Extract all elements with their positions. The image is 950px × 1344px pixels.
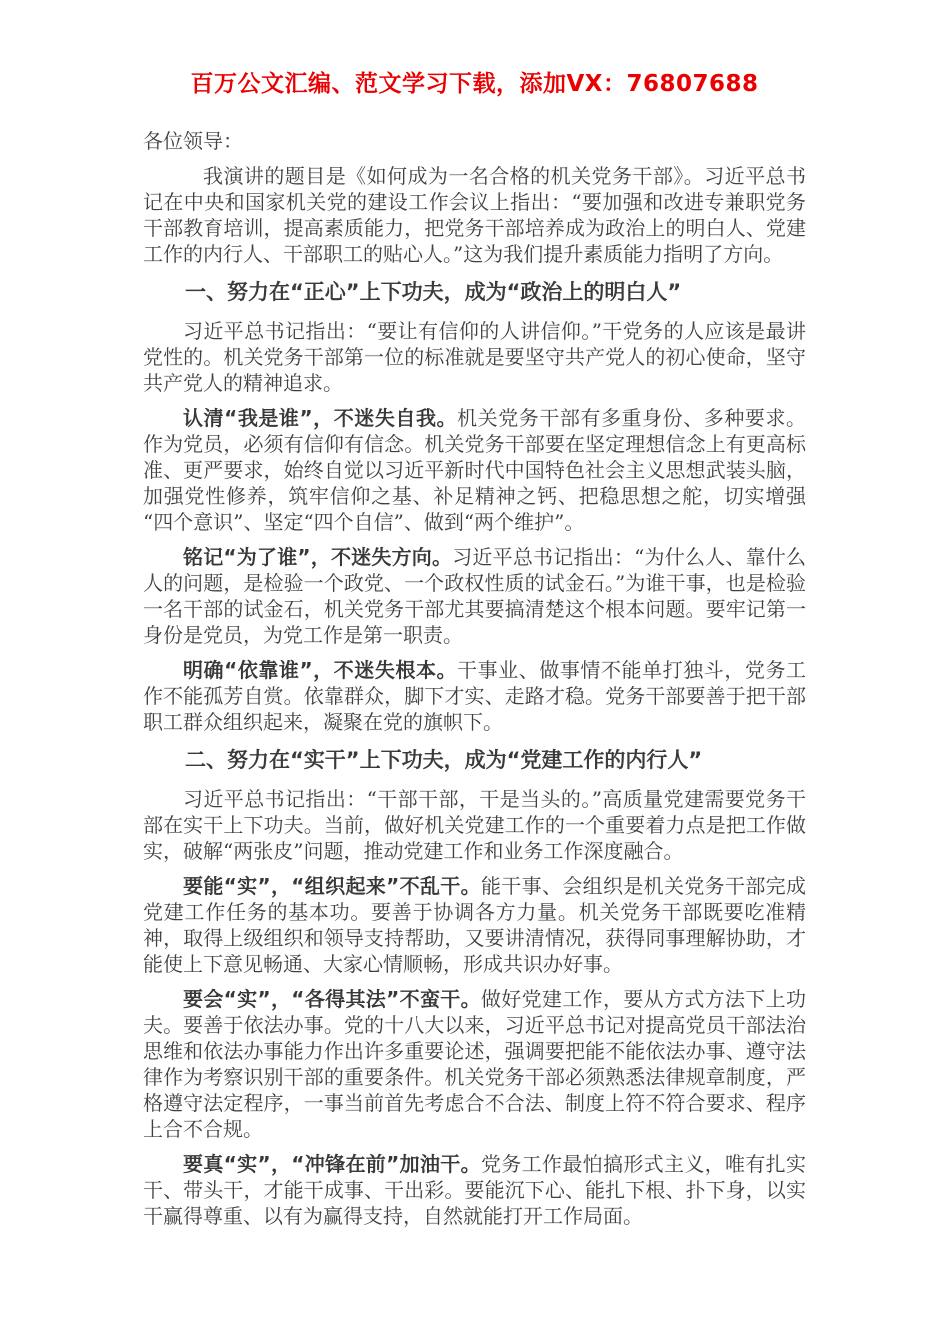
paragraph-lead: 认清“我是谁”，不迷失自我。 — [183, 406, 458, 430]
document-content — [143, 128, 806, 1229]
paragraph-lead: 明确“依靠谁”，不迷失根本。 — [183, 658, 458, 682]
paragraph-lead: 要能“实”，“组织起来”不乱干。 — [183, 874, 481, 898]
salutation: 各位领导： — [143, 129, 243, 153]
section-heading-2: 二、努力在“实干”上下功夫，成为“党建工作的内行人” — [185, 748, 703, 772]
paragraph-text: 做好党建工作，要从方式方法下上功夫。要善于依法办事。党的十八大以来，习近平总书记对提高党员干部法治思维和依法办事能力作出许多重要论述，强调要把能不能依法办事、遵守法律作为考察识别干部的重要条件。机关党务干部必须熟悉法律规章制度，严格遵守法定程序，一事当前首先考虑合不合法、制度上符不符合要求、程序上合不合规。 — [143, 987, 807, 1141]
promo-banner — [143, 70, 806, 98]
paragraph — [143, 405, 806, 535]
paragraph — [143, 786, 806, 864]
paragraph — [143, 986, 806, 1142]
paragraph-text: 习近平总书记指出：“干部干部，干是当头的。”高质量党建需要党务干部在实干上下功夫。当前，做好机关党建工作的一个重要着力点是把工作做实，破解“两张皮”问题，推动党建工作和业务工作深度融合。 — [143, 787, 806, 863]
paragraph — [143, 544, 806, 648]
section-heading-1: 一、努力在“正心”上下功夫，成为“政治上的明白人” — [185, 280, 682, 304]
paragraph — [143, 1151, 806, 1229]
paragraph-lead: 铭记“为了谁”，不迷失方向。 — [183, 545, 453, 569]
paragraph-text: 习近平总书记指出：“要让有信仰的人讲信仰。”干党务的人应该是最讲党性的。机关党务干部第一位的标准就是要坚守共产党人的初心使命，坚守共产党人的精神追求。 — [143, 319, 806, 395]
paragraph-text: 习近平总书记指出：“为什么人、靠什么人的问题，是检验一个政党、一个政权性质的试金石。”为谁干事，也是检验一名干部的试金石，机关党务干部尤其要搞清楚这个根本问题。要牢记第一身份是党员，为党工作是第一职责。 — [143, 545, 806, 647]
promo-banner-text: 百万公文汇编、范文学习下载，添加VX：76807688 — [190, 71, 759, 97]
paragraph-text: 干事业、做事情不能单打独斗，党务工作不能孤芳自赏。依靠群众，脚下才实、走路才稳。党务干部要善于把干部职工群众组织起来，凝聚在党的旗帜下。 — [143, 658, 807, 734]
paragraph-intro — [143, 163, 806, 267]
paragraph — [143, 873, 806, 977]
paragraph — [143, 657, 806, 735]
paragraph-text: 机关党务干部有多重身份、多种要求。作为党员，必须有信仰有信念。机关党务干部要在坚定理想信念上有更高标准、更严要求，始终自觉以习近平新时代中国特色社会主义思想武装头脑，加强党性修养，筑牢信仰之基、补足精神之钙、把稳思想之舵，切实增强“四个意识”、坚定“四个自信”、做到“两个维护”。 — [143, 406, 807, 534]
paragraph-text: 党务工作最怕搞形式主义，唯有扎实干、带头干，才能干成事、干出彩。要能沉下心、能扎下根、扑下身，以实干赢得尊重、以有为赢得支持，自然就能打开工作局面。 — [143, 1152, 807, 1228]
paragraph-text: 能干事、会组织是机关党务干部完成党建工作任务的基本功。要善于协调各方力量。机关党务干部既要吃准精神，取得上级组织和领导支持帮助，又要讲清情况，获得同事理解协助，才能使上下意见畅通、大家心情顺畅，形成共识办好事。 — [143, 874, 807, 976]
paragraph-text: 我演讲的题目是《如何成为一名合格的机关党务干部》。习近平总书记在中央和国家机关党的建设工作会议上指出：“要加强和改进专兼职党务干部教育培训，提高素质能力，把党务干部培养成为政治上的明白人、党建工作的内行人、干部职工的贴心人。”这为我们提升素质能力指明了方向。 — [143, 164, 806, 266]
paragraph-lead: 要真“实”，“冲锋在前”加油干。 — [183, 1152, 481, 1176]
paragraph — [143, 318, 806, 396]
paragraph-lead: 要会“实”，“各得其法”不蛮干。 — [183, 987, 481, 1011]
